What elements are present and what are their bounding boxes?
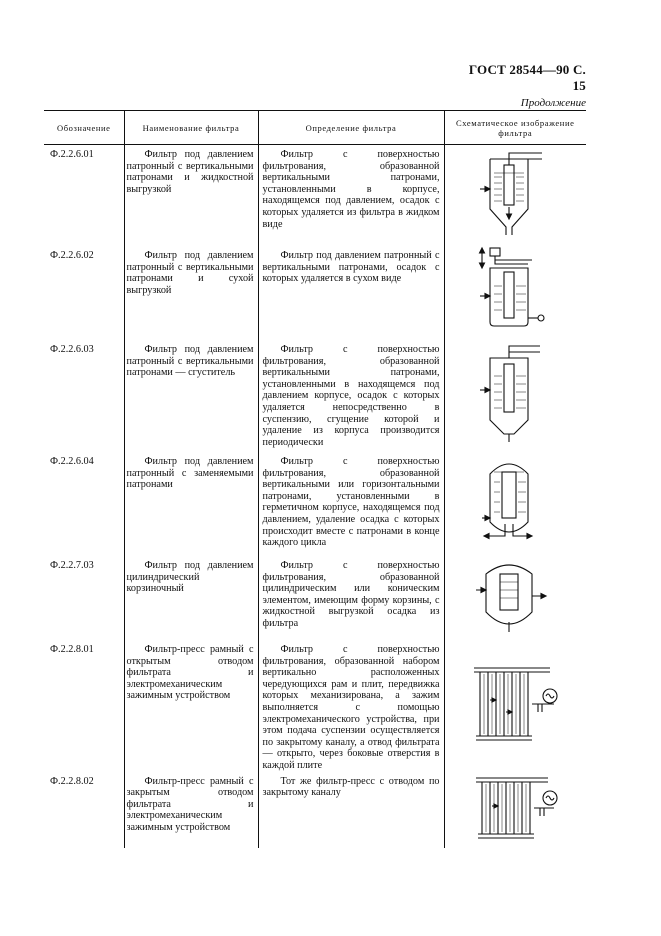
table-row	[44, 640, 586, 772]
filter-code: Ф.2.2.6.02	[50, 250, 94, 261]
filter-code: Ф.2.2.8.02	[50, 775, 94, 787]
filter-code: Ф.2.2.6.03	[50, 344, 94, 355]
filter-name: Фильтр под давлением цилиндрический корзиночный	[124, 556, 258, 640]
table-row	[44, 772, 586, 848]
column-header-name: Наименование фильтра	[124, 111, 258, 145]
basket-filter-schematic-icon	[450, 556, 580, 636]
column-header-definition: Определение фильтра	[258, 111, 444, 145]
table-header-row	[44, 111, 586, 145]
table-row	[44, 246, 586, 340]
filter-code: Ф.2.2.6.04	[50, 456, 94, 467]
replaceable-cartridge-filter-schematic-icon	[450, 452, 580, 550]
filter-definition: Фильтр под давлением патронный с вертикальными патронами, осадок с которых удаляется в сухом виде	[258, 246, 444, 340]
filter-code: Ф.2.2.7.03	[50, 560, 94, 571]
frame-filter-press-closed-schematic-icon	[450, 772, 580, 844]
cartridge-filter-liquid-discharge-schematic-icon	[450, 145, 580, 240]
filter-definition: Фильтр с поверхностью фильтрования, образованной набором вертикально расположенных чередующихся рам и плит, передвижка которых механизирована, а зажим выполняется с помощью электромеханического устройства, при этом подача суспензии осуществляется по закрытому каналу, а отвод фильтрата — открыто, через боковые отверстия в каждой плите	[258, 640, 444, 772]
filter-name: Фильтр-пресс рамный с закрытым отводом фильтрата и электромеханическим зажимным устройством	[124, 772, 258, 848]
filter-name: Фильтр-пресс рамный с открытым отводом фильтрата и электромеханическим зажимным устройством	[124, 640, 258, 772]
table-row	[44, 452, 586, 556]
cartridge-filter-dry-discharge-schematic-icon	[450, 246, 580, 336]
filter-definitions-table	[44, 110, 586, 848]
continuation-label: Продолжение	[520, 97, 586, 109]
frame-filter-press-open-schematic-icon	[450, 640, 580, 760]
table-row	[44, 145, 586, 247]
filter-definition: Фильтр с поверхностью фильтрования, образованной вертикальными патронами, установленными в корпусе, находящемся под давлением, осадок с которых удаляется из фильтра в жидком виде	[258, 145, 444, 247]
filter-name: Фильтр под давлением патронный с вертикальными патронами — сгуститель	[124, 340, 258, 452]
filter-definition: Фильтр с поверхностью фильтрования, образованной вертикальными или горизонтальными патронами, установленными в герметичном корпусе, находящемся под давлением, удаление осадка с которых происходит вместе с патронами в конце каждого цикла	[258, 452, 444, 556]
filter-name: Фильтр под давлением патронный с вертикальными патронами и жидкостной выгрузкой	[124, 145, 258, 247]
page-header: ГОСТ 28544—90 С. 15	[468, 62, 586, 93]
filter-name: Фильтр под давлением патронный с заменяемыми патронами	[124, 452, 258, 556]
column-header-code: Обозначение	[44, 111, 124, 145]
table-row	[44, 556, 586, 640]
filter-definition: Тот же фильтр-пресс с отводом по закрытому каналу	[258, 772, 444, 848]
filter-code: Ф.2.2.8.01	[50, 644, 94, 655]
filter-definition: Фильтр с поверхностью фильтрования, образованной цилиндрическим или коническим элементом, имеющим форму корзины, с жидкостной выгрузкой осадка из фильтра	[258, 556, 444, 640]
filter-name: Фильтр под давлением патронный с вертикальными патронами и сухой выгрузкой	[124, 246, 258, 340]
filter-definition: Фильтр с поверхностью фильтрования, образованной вертикальными патронами, установленными в находящемся под давлением корпусе, осадок с которых удаляется непосредственно в суспензию, сгущение которой и удаление из корпуса производится периодически	[258, 340, 444, 452]
filter-code: Ф.2.2.6.01	[50, 149, 94, 160]
cartridge-filter-thickener-schematic-icon	[450, 340, 580, 445]
column-header-schematic: Схематическое изображение фильтра	[444, 111, 586, 145]
table-row	[44, 340, 586, 452]
